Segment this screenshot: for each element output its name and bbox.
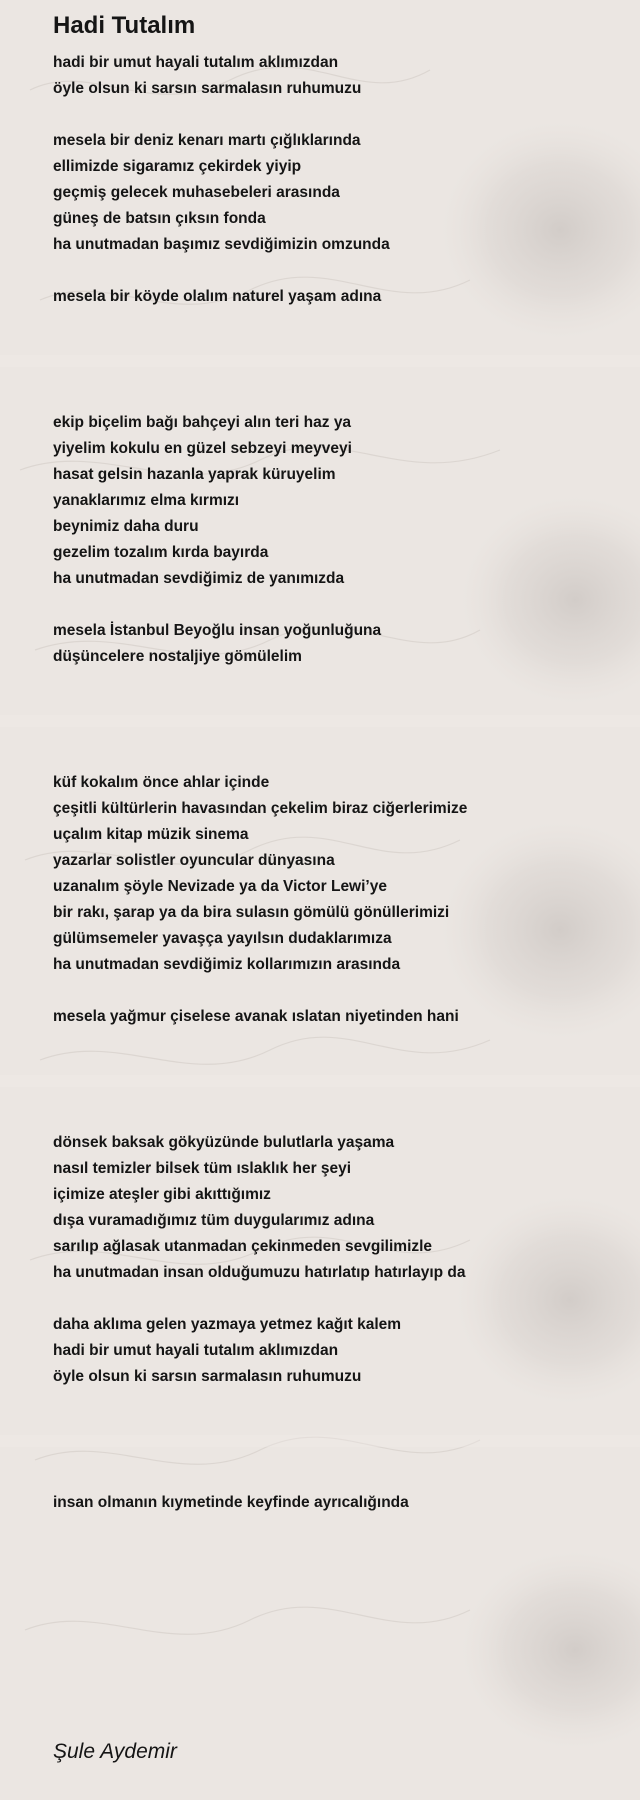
poem-line: ellimizde sigaramız çekirdek yiyip <box>53 158 302 175</box>
poem-line: ha unutmadan başımız sevdiğimizin omzunda <box>53 236 390 253</box>
poem-line: içimize ateşler gibi akıttığımız <box>53 1186 271 1203</box>
poem-line: daha aklıma gelen yazmaya yetmez kağıt kalem <box>53 1316 402 1333</box>
poem-line: dönsek baksak gökyüzünde bulutlarla yaşama <box>53 1134 395 1151</box>
poem-line: uzanalım şöyle Nevizade ya da Victor Lewi’ye <box>53 878 387 895</box>
poem-line: mesela bir köyde olalım naturel yaşam adına <box>53 288 382 305</box>
poem-line: uçalım kitap müzik sinema <box>53 826 249 843</box>
poem-line: gülümsemeler yavaşça yayılsın dudaklarımıza <box>53 930 392 947</box>
poem-line: öyle olsun ki sarsın sarmalasın ruhumuzu <box>53 80 362 97</box>
poem-line: geçmiş gelecek muhasebeleri arasında <box>53 184 340 201</box>
poem-line: ha unutmadan sevdiğimiz kollarımızın arasında <box>53 956 401 973</box>
poem-line: düşüncelere nostaljiye gömülelim <box>53 648 302 665</box>
poem-line: ha unutmadan insan olduğumuzu hatırlatıp hatırlayıp da <box>53 1264 466 1281</box>
poem-author: Şule Aydemir <box>53 1740 177 1763</box>
poem-line: küf kokalım önce ahlar içinde <box>53 774 270 791</box>
poem-line: hadi bir umut hayali tutalım aklımızdan <box>53 1342 339 1359</box>
poem-line: hadi bir umut hayali tutalım aklımızdan <box>53 54 339 71</box>
poem-line: bir rakı, şarap ya da bira sulasın gömülü gönüllerimizi <box>53 904 450 921</box>
poem-line: mesela bir deniz kenarı martı çığlıklarında <box>53 132 361 149</box>
poem-line: mesela yağmur çiselese avanak ıslatan niyetinden hani <box>53 1008 459 1025</box>
poem-line: yanaklarımız elma kırmızı <box>53 492 240 509</box>
poem-line: hasat gelsin hazanla yaprak küruyelim <box>53 466 336 483</box>
poem-line: yazarlar solistler oyuncular dünyasına <box>53 852 335 869</box>
poem-line: insan olmanın kıymetinde keyfinde ayrıcalığında <box>53 1494 409 1511</box>
poem-line: gezelim tozalım kırda bayırda <box>53 544 269 561</box>
poem-line: ha unutmadan sevdiğimiz de yanımızda <box>53 570 345 587</box>
poem-line: sarılıp ağlasak utanmadan çekinmeden sevgilimizle <box>53 1238 433 1255</box>
poem-title: Hadi Tutalım <box>53 12 196 39</box>
poem-line: nasıl temizler bilsek tüm ıslaklık her şeyi <box>53 1160 352 1177</box>
poem-line: mesela İstanbul Beyoğlu insan yoğunluğuna <box>53 622 382 639</box>
poem-line: güneş de batsın çıksın fonda <box>53 210 266 227</box>
poem-line: beynimiz daha duru <box>53 518 199 535</box>
poem-line: dışa vuramadığımız tüm duygularımız adına <box>53 1212 375 1229</box>
poem-line: yiyelim kokulu en güzel sebzeyi meyveyi <box>53 440 352 457</box>
poem-line: öyle olsun ki sarsın sarmalasın ruhumuzu <box>53 1368 362 1385</box>
poem-line: ekip biçelim bağı bahçeyi alın teri haz ya <box>53 414 352 431</box>
poem-line: çeşitli kültürlerin havasından çekelim biraz ciğerlerimize <box>53 800 468 817</box>
